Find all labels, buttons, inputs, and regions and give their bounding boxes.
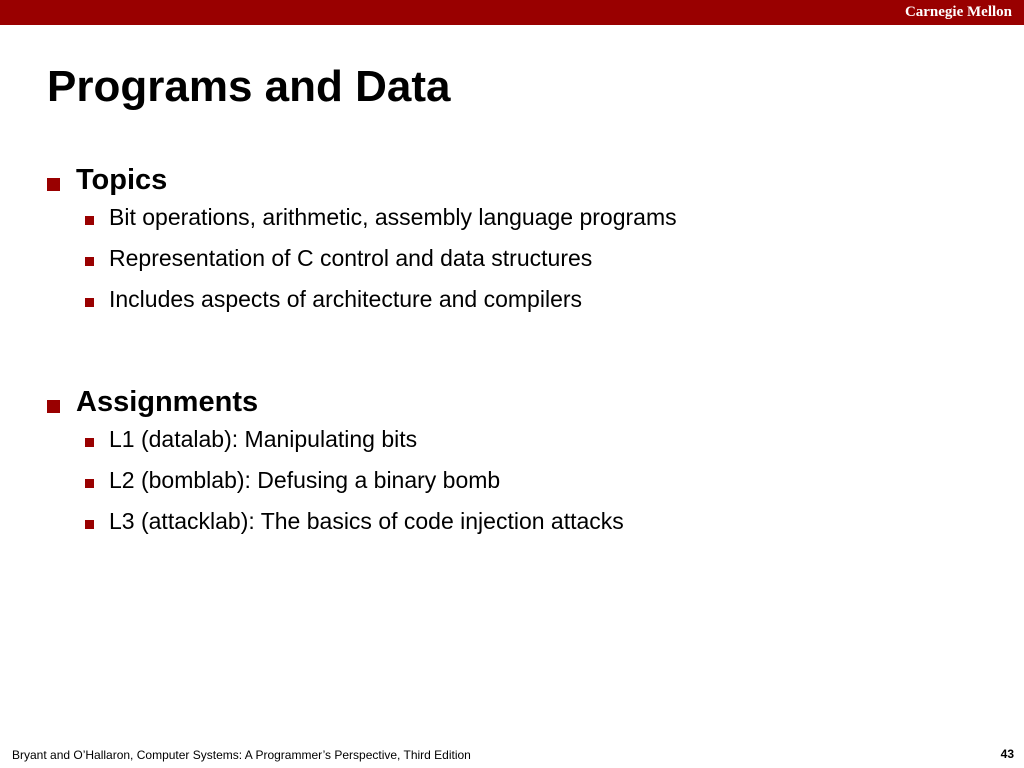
list-item-text: L3 (attacklab): The basics of code injection attacks <box>109 508 624 534</box>
bullet-icon <box>85 298 94 307</box>
list-item <box>47 426 947 467</box>
footer-citation: Bryant and O’Hallaron, Computer Systems: A Programmer’s Perspective, Third Edition <box>12 748 471 762</box>
bullet-icon <box>85 257 94 266</box>
section-label-assignments: Assignments <box>76 386 259 418</box>
section-topics <box>47 164 947 327</box>
list-item <box>47 286 947 327</box>
bullet-icon <box>85 520 94 529</box>
list-item-text: Bit operations, arithmetic, assembly language programs <box>109 204 677 230</box>
square-bullet-icon <box>47 400 60 413</box>
list-item <box>47 467 947 508</box>
bullet-icon <box>85 216 94 225</box>
page-number: 43 <box>1000 747 1014 761</box>
header-bar <box>0 0 1024 25</box>
topics-list <box>47 204 947 327</box>
assignments-list <box>47 426 947 549</box>
bullet-icon <box>85 479 94 488</box>
square-bullet-icon <box>47 178 60 191</box>
section-heading <box>47 386 947 426</box>
section-heading <box>47 164 947 204</box>
bullet-icon <box>85 438 94 447</box>
list-item-text: Representation of C control and data structures <box>109 245 593 271</box>
list-item <box>47 204 947 245</box>
list-item <box>47 245 947 286</box>
list-item-text: Includes aspects of architecture and compilers <box>109 286 583 312</box>
list-item <box>47 508 947 549</box>
slide-title: Programs and Data <box>47 62 451 111</box>
list-item-text: L1 (datalab): Manipulating bits <box>109 426 418 452</box>
list-item-text: L2 (bomblab): Defusing a binary bomb <box>109 467 501 493</box>
brand-label: Carnegie Mellon <box>904 4 1012 20</box>
section-label-topics: Topics <box>76 164 168 196</box>
section-assignments <box>47 386 947 549</box>
